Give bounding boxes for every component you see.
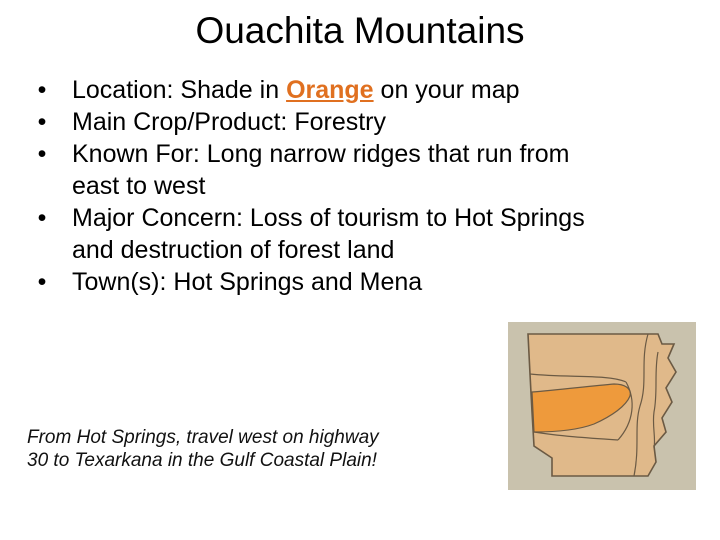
note-line2: 30 to Texarkana in the Gulf Coastal Plain!: [27, 450, 377, 471]
known-for-line2: east to west: [72, 172, 206, 200]
bullet-crop: [30, 106, 700, 138]
bullet-concern: [30, 202, 700, 266]
bullet-list: [30, 74, 700, 298]
arkansas-map-graphic: [508, 322, 696, 490]
note-line1: From Hot Springs, travel west on highway: [27, 427, 379, 448]
bullet-dot: •: [37, 76, 47, 104]
crop-text: Main Crop/Product: Forestry: [72, 108, 386, 136]
travel-note: [27, 426, 497, 472]
bullet-dot: •: [37, 268, 47, 296]
towns-text: Town(s): Hot Springs and Mena: [72, 268, 423, 296]
concern-line1: Major Concern: Loss of tourism to Hot Springs: [72, 204, 585, 232]
bullet-location: [30, 74, 700, 106]
bullet-known-for: [30, 138, 700, 202]
slide-title: Ouachita Mountains: [195, 10, 525, 51]
location-suffix: on your map: [373, 76, 520, 104]
bullet-towns: [30, 266, 700, 298]
known-for-line1: Known For: Long narrow ridges that run from: [72, 140, 570, 168]
location-highlight: Orange: [286, 76, 374, 104]
location-prefix: Location: Shade in: [72, 76, 287, 104]
bullet-dot: •: [37, 108, 47, 136]
bullet-dot: •: [37, 140, 47, 168]
concern-line2: and destruction of forest land: [72, 236, 395, 264]
bullet-dot: •: [37, 204, 47, 232]
arkansas-map: [508, 322, 696, 490]
